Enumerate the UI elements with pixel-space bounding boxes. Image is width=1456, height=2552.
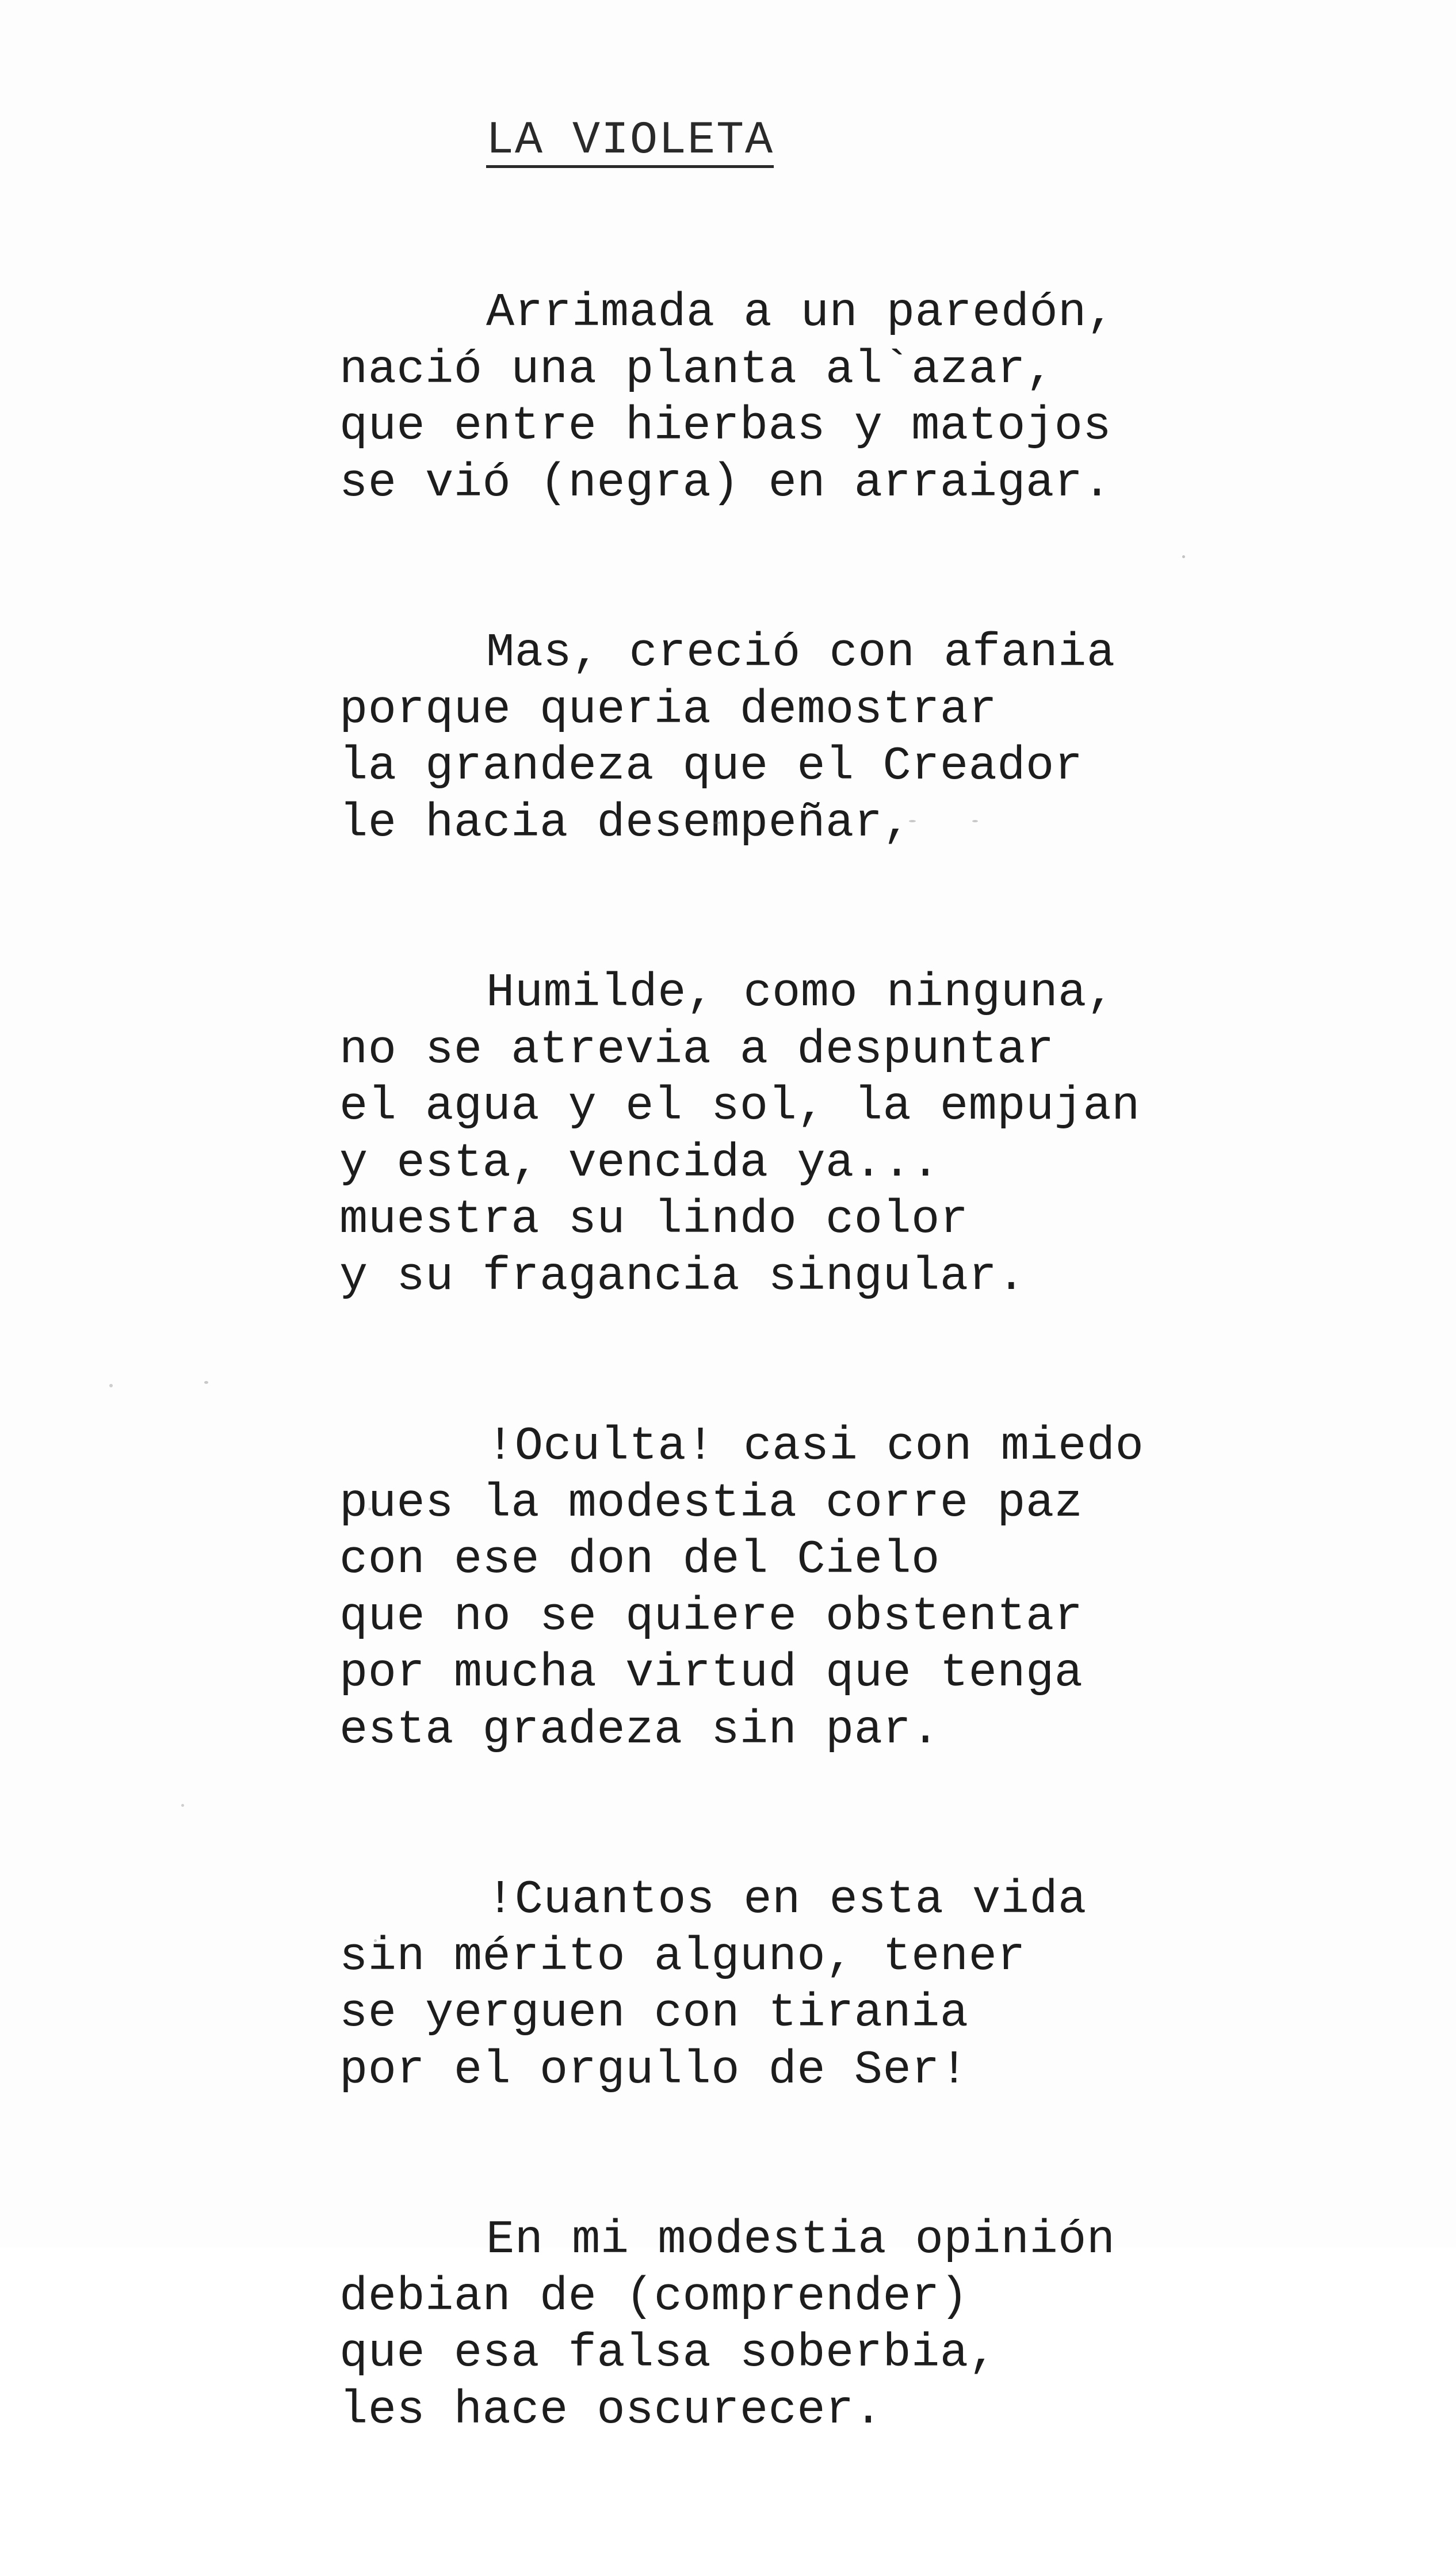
poem-line: pues la modestia corre paz bbox=[339, 1476, 1083, 1530]
poem-line: que esa falsa soberbia, bbox=[339, 2326, 998, 2380]
poem-line: porque queria demostrar bbox=[339, 682, 998, 737]
paper-speck bbox=[181, 1804, 184, 1807]
paper-speck bbox=[368, 1508, 371, 1510]
paper-speck bbox=[909, 820, 916, 822]
poem-line: Arrimada a un paredón, bbox=[486, 286, 1115, 339]
poem-line: no se atrevia a despuntar bbox=[339, 1023, 1054, 1077]
poem-line: En mi modestia opinión bbox=[486, 2213, 1115, 2267]
paper-speck bbox=[713, 822, 721, 824]
poem-line: que entre hierbas y matojos bbox=[339, 399, 1112, 453]
poem-line: Mas, creció con afania bbox=[486, 626, 1115, 680]
poem-line: por el orgullo de Ser! bbox=[339, 2043, 969, 2097]
poem-line: se vió (negra) en arraigar. bbox=[339, 456, 1112, 510]
poem-line: por mucha virtud que tenga bbox=[339, 1646, 1083, 1700]
poem-line: que no se quiere obstentar bbox=[339, 1589, 1083, 1643]
poem-line: sin mérito alguno, tener bbox=[339, 1929, 1026, 1983]
poem-line: !Cuantos en esta vida bbox=[486, 1873, 1087, 1927]
poem-line: con ese don del Cielo bbox=[339, 1533, 940, 1586]
poem-line: Humilde, como ninguna, bbox=[486, 966, 1115, 1020]
poem-line: les hace oscurecer. bbox=[339, 2383, 883, 2437]
stanza-2 bbox=[339, 625, 1432, 852]
paper-speck bbox=[972, 820, 978, 822]
stanza-6 bbox=[339, 2212, 1432, 2439]
poem-line: muestra su lindo color bbox=[339, 1193, 969, 1246]
poem-title: LA VIOLETA bbox=[486, 115, 774, 167]
stanza-1 bbox=[339, 285, 1432, 512]
poem-line: y esta, vencida ya... bbox=[339, 1136, 940, 1190]
paper-speck bbox=[1182, 555, 1185, 558]
poem-line: !Oculta! casi con miedo bbox=[486, 1420, 1144, 1473]
poem-line: y su fragancia singular. bbox=[339, 1249, 1026, 1303]
poem-line: le hacia desempeñar, bbox=[339, 796, 912, 850]
poem-line: esta gradeza sin par. bbox=[339, 1703, 940, 1757]
poem-line: nació una planta al`azar, bbox=[339, 342, 1054, 396]
poem-body bbox=[339, 285, 1432, 2552]
stanza-4 bbox=[339, 1418, 1432, 1758]
stanza-5 bbox=[339, 1872, 1432, 2099]
paper-speck bbox=[109, 1384, 113, 1387]
paper-speck bbox=[374, 1939, 377, 1942]
poem-line: se yerguen con tirania bbox=[339, 1986, 969, 2040]
poem-line: el agua y el sol, la empujan bbox=[339, 1079, 1140, 1133]
paper-speck bbox=[204, 1381, 208, 1384]
poem-line: la grandeza que el Creador bbox=[339, 739, 1083, 793]
stanza-3 bbox=[339, 965, 1432, 1305]
poem-line: debian de (comprender) bbox=[339, 2269, 969, 2324]
